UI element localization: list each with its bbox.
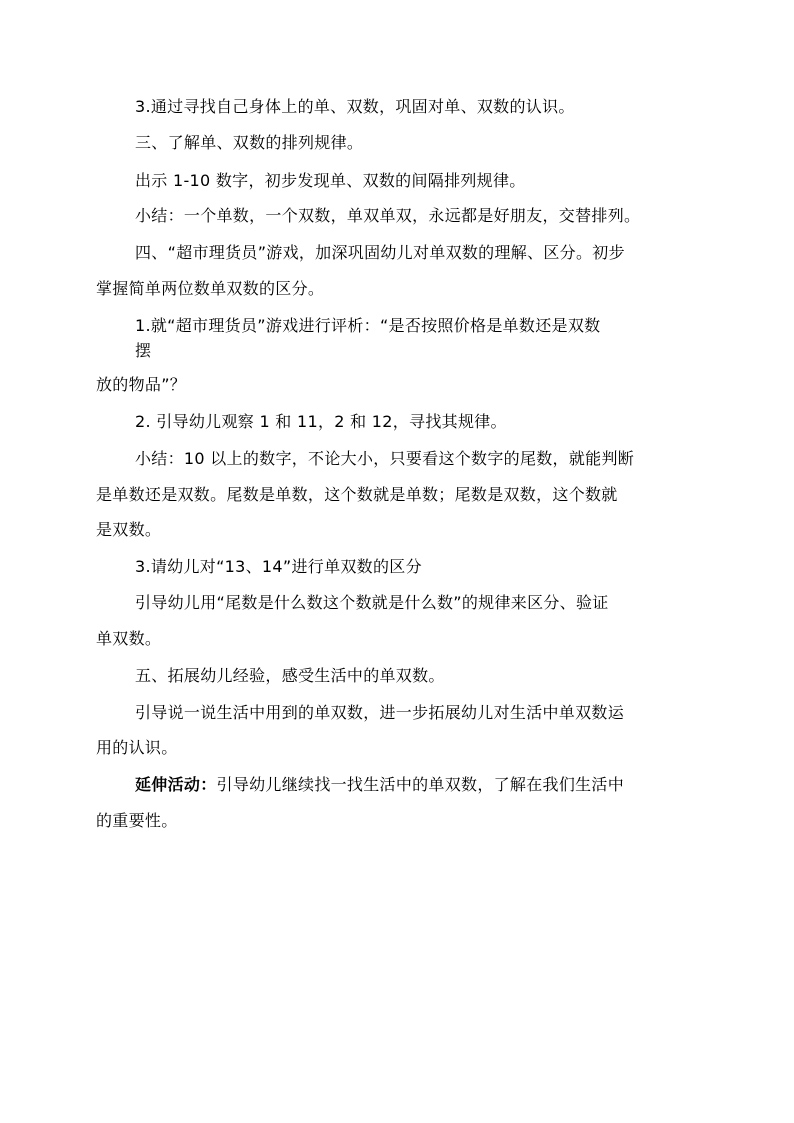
paragraph-line: 是双数。 (96, 520, 162, 539)
paragraph-line: 引导说一说生活中用到的单双数，进一步拓展幼儿对生活中单双数运 (135, 703, 625, 722)
paragraph-line: 3.通过寻找自己身体上的单、双数，巩固对单、双数的认识。 (135, 97, 575, 116)
paragraph-line: 3.请幼儿对“13、14”进行单双数的区分 (135, 557, 422, 576)
paragraph-line: 用的认识。 (96, 738, 178, 757)
paragraph-line: 引导幼儿用“尾数是什么数这个数就是什么数”的规律来区分、验证 (135, 593, 609, 612)
paragraph-line: 小结：10 以上的数字，不论大小，只要看这个数字的尾数，就能判断 (135, 449, 635, 468)
paragraph-line: 摆 (135, 341, 152, 360)
paragraph-line: 小结：一个单数，一个双数，单双单双，永远都是好朋友，交替排列。 (135, 206, 641, 225)
extension-activity-label: 延伸活动： (135, 775, 217, 794)
section-heading: 三、了解单、双数的排列规律。 (135, 133, 364, 152)
paragraph-line: 出示 1-10 数字，初步发现单、双数的间隔排列规律。 (135, 171, 526, 190)
paragraph-line: 的重要性。 (96, 811, 178, 830)
paragraph-line: 放的物品”？ (96, 375, 187, 394)
paragraph-line: 1.就“超市理货员”游戏进行评析：“是否按照价格是单数还是双数 (135, 316, 601, 335)
extension-activity-line (135, 775, 624, 795)
paragraph-line: 单双数。 (96, 629, 162, 648)
paragraph-line: 2. 引导幼儿观察 1 和 11，2 和 12，寻找其规律。 (135, 412, 507, 431)
paragraph-line: 是单数还是双数。尾数是单数，这个数就是单数；尾数是双数，这个数就 (96, 485, 618, 504)
extension-activity-text: 引导幼儿继续找一找生活中的单双数，了解在我们生活中 (216, 775, 625, 794)
section-heading: 四、“超市理货员”游戏，加深巩固幼儿对单双数的理解、区分。初步 (135, 243, 625, 262)
section-heading: 五、拓展幼儿经验，感受生活中的单双数。 (135, 666, 445, 685)
paragraph-line: 掌握简单两位数单双数的区分。 (96, 279, 325, 298)
